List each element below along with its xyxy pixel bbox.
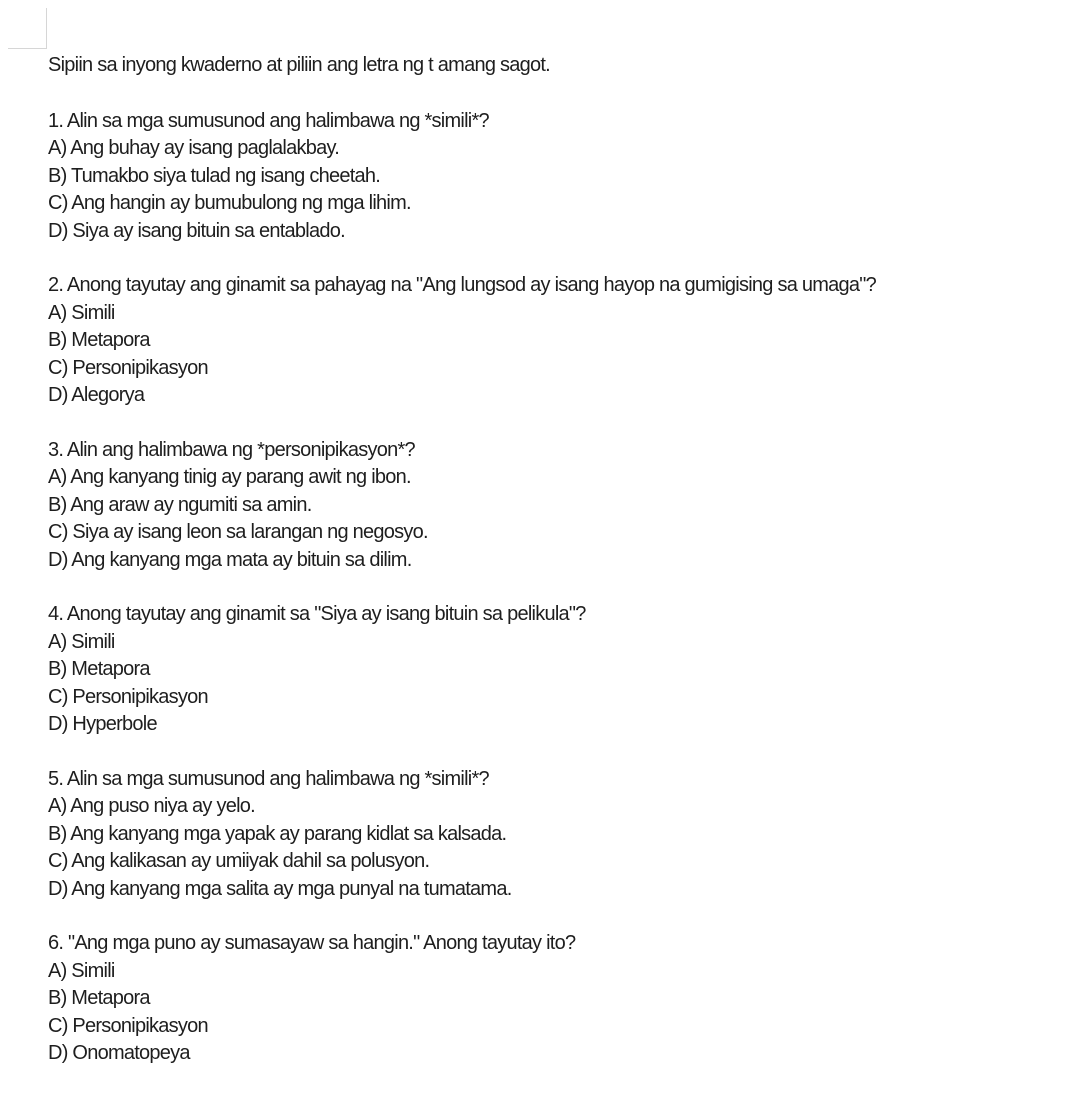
choice-b: B) Metapora <box>48 658 150 680</box>
choice-b: B) Metapora <box>48 987 150 1009</box>
choice-b: B) Ang araw ay ngumiti sa amin. <box>48 493 312 516</box>
choice-d: D) Ang kanyang mga salita ay mga punyal na tumatama. <box>48 877 512 900</box>
question-1 <box>48 108 1058 246</box>
choice-c: C) Siya ay isang leon sa larangan ng negosyo. <box>48 521 428 543</box>
choice-c: C) Personipikasyon <box>48 356 208 379</box>
question-5 <box>48 766 1058 904</box>
question-3 <box>48 437 1058 575</box>
question-prompt: 5. Alin sa mga sumusunod ang halimbawa ng *simili*? <box>48 767 489 790</box>
choice-d: D) Onomatopeya <box>48 1042 190 1064</box>
question-2 <box>48 272 1058 410</box>
choice-b: B) Ang kanyang mga yapak ay parang kidlat sa kalsada. <box>48 822 507 845</box>
choice-a: A) Simili <box>48 959 115 982</box>
choice-d: D) Hyperbole <box>48 713 157 735</box>
choice-d: D) Alegorya <box>48 384 145 406</box>
question-prompt: 1. Alin sa mga sumusunod ang halimbawa ng *simili*? <box>48 109 489 132</box>
choice-d: D) Ang kanyang mga mata ay bituin sa dilim. <box>48 548 412 571</box>
question-6 <box>48 930 1058 1068</box>
question-prompt: 4. Anong tayutay ang ginamit sa "Siya ay isang bituin sa pelikula"? <box>48 603 586 625</box>
choice-a: A) Simili <box>48 301 115 324</box>
page-corner-mark <box>8 8 47 49</box>
quiz-document <box>48 52 1058 1068</box>
choice-d: D) Siya ay isang bituin sa entablado. <box>48 219 345 242</box>
choice-b: B) Tumakbo siya tulad ng isang cheetah. <box>48 164 381 187</box>
choice-c: C) Ang hangin ay bumubulong ng mga lihim. <box>48 192 411 214</box>
question-prompt: 6. "Ang mga puno ay sumasayaw sa hangin." Anong tayutay ito? <box>48 932 576 954</box>
choice-b: B) Metapora <box>48 329 150 351</box>
choice-c: C) Personipikasyon <box>48 685 208 708</box>
choice-a: A) Ang kanyang tinig ay parang awit ng ibon. <box>48 466 411 488</box>
choice-a: A) Ang buhay ay isang paglalakbay. <box>48 137 340 159</box>
choice-c: C) Personipikasyon <box>48 1014 208 1037</box>
instruction-text: Sipiin sa inyong kwaderno at piliin ang letra ng t amang sagot. <box>48 54 550 76</box>
choice-a: A) Simili <box>48 630 115 653</box>
choice-a: A) Ang puso niya ay yelo. <box>48 795 255 817</box>
choice-c: C) Ang kalikasan ay umiiyak dahil sa polusyon. <box>48 850 430 872</box>
question-prompt: 2. Anong tayutay ang ginamit sa pahayag na "Ang lungsod ay isang hayop na gumigising sa umaga"? <box>48 274 877 296</box>
question-prompt: 3. Alin ang halimbawa ng *personipikasyon*? <box>48 438 415 461</box>
question-4 <box>48 601 1058 739</box>
